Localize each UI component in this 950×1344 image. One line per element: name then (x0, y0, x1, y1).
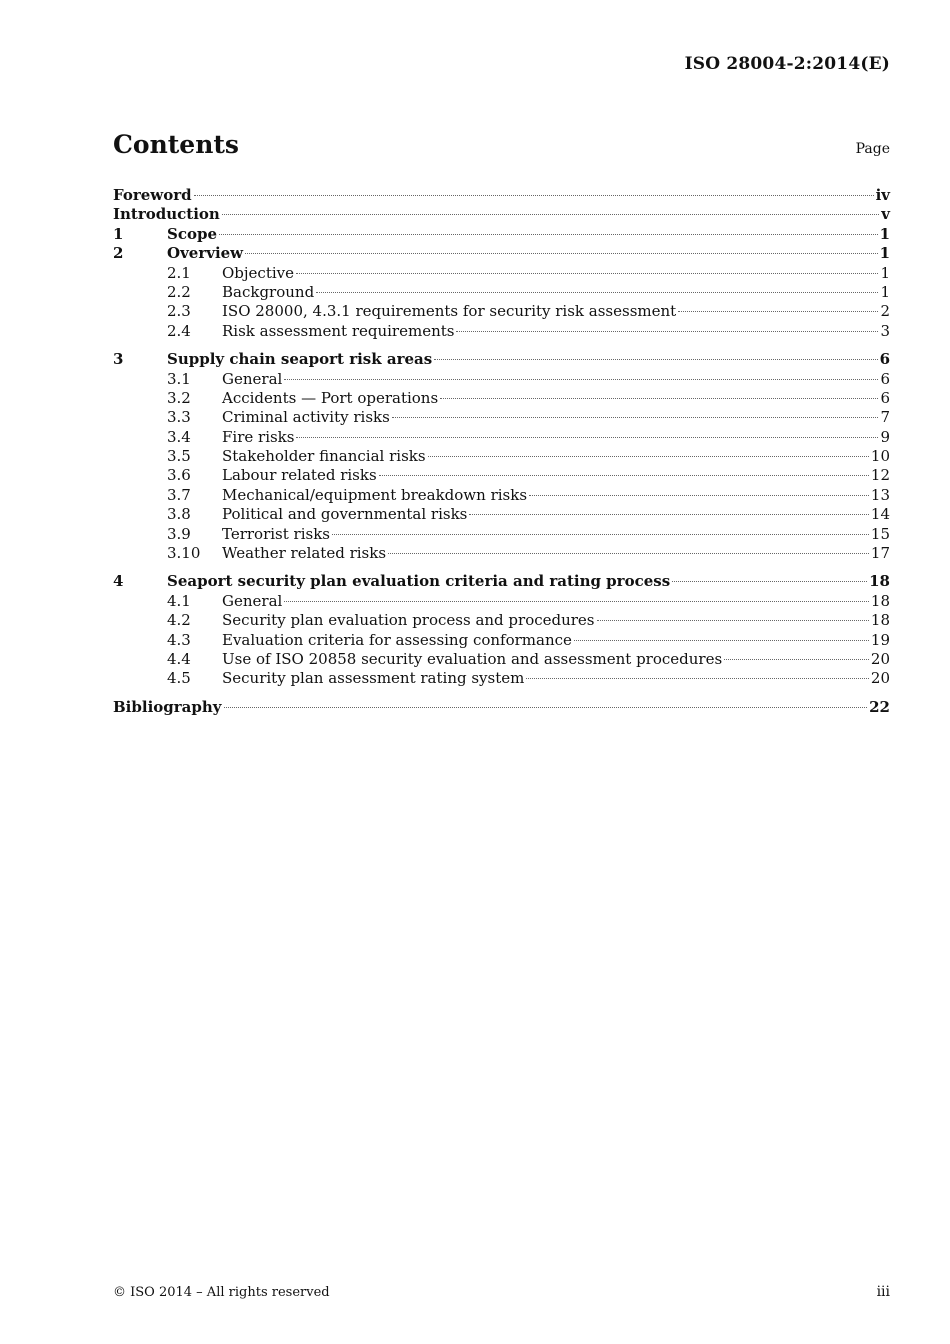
toc-entry-number: 3.7 (167, 485, 191, 504)
toc-entry-label: ISO 28000, 4.3.1 requirements for security risk assessment (222, 302, 677, 321)
toc-dot-leader (526, 678, 869, 679)
toc-entry-label: Security plan evaluation process and procedures (222, 611, 595, 630)
toc-entry-label: Seaport security plan evaluation criteria and rating process (167, 572, 671, 591)
toc-entry-label: Terrorist risks (222, 524, 331, 543)
page-footer (113, 1284, 890, 1300)
page-title: Contents (113, 130, 240, 159)
toc-entry-page: 20 (870, 669, 890, 688)
toc-dot-leader (428, 456, 869, 457)
toc-entry-page: 7 (880, 408, 890, 427)
toc-entry-page: 22 (869, 697, 890, 716)
toc-entry[interactable] (113, 370, 890, 389)
toc-entry[interactable] (113, 205, 890, 224)
toc-entry[interactable] (113, 486, 890, 505)
toc-dot-leader (245, 253, 877, 254)
toc-dot-leader (296, 273, 878, 274)
toc-dot-leader (296, 437, 878, 438)
toc-entry-page: 18 (870, 591, 890, 610)
document-id: ISO 28004-2:2014(E) (684, 54, 890, 74)
toc-entry-number: 3.4 (167, 427, 191, 446)
toc-entry-number: 2.1 (167, 263, 191, 282)
toc-dot-leader (456, 331, 878, 332)
toc-entry-label: Bibliography (113, 697, 222, 716)
toc-dot-leader (469, 514, 869, 515)
toc-entry-page: 1 (879, 224, 890, 243)
toc-entry-page: 3 (880, 321, 890, 340)
toc-entry-number: 3.6 (167, 466, 191, 485)
toc-entry[interactable] (113, 505, 890, 524)
toc-entry-page: 1 (880, 263, 890, 282)
toc-entry[interactable] (113, 592, 890, 611)
toc-entry-number: 3.9 (167, 524, 191, 543)
toc-entry[interactable] (113, 322, 890, 341)
toc-dot-leader (574, 640, 869, 641)
toc-entry-page: 12 (870, 466, 890, 485)
toc-dot-leader (316, 292, 878, 293)
toc-dot-leader (284, 601, 869, 602)
toc-entry-page: 6 (880, 388, 890, 407)
toc-entry-number: 3 (113, 350, 124, 369)
toc-entry[interactable] (113, 244, 890, 263)
toc-entry-label: General (222, 369, 283, 388)
toc-entry-label: Evaluation criteria for assessing conformance (222, 630, 572, 649)
toc-entry[interactable] (113, 650, 890, 669)
toc-entry-number: 2.4 (167, 321, 191, 340)
toc-dot-leader (678, 311, 878, 312)
toc-entry-page: 10 (870, 447, 890, 466)
toc-entry-number: 3.8 (167, 505, 191, 524)
toc-entry-page: 9 (880, 427, 890, 446)
toc-entry-label: Scope (167, 224, 218, 243)
toc-entry-number: 3.1 (167, 369, 191, 388)
toc-entry-number: 3.10 (167, 544, 201, 563)
toc-entry-page: 14 (870, 505, 890, 524)
toc-entry[interactable] (113, 447, 890, 466)
toc-entry-number: 3.5 (167, 447, 191, 466)
toc-dot-leader (724, 659, 869, 660)
toc-entry-label: Foreword (113, 186, 192, 204)
toc-entry[interactable] (113, 525, 890, 544)
toc-dot-leader (440, 398, 878, 399)
toc-entry[interactable] (113, 428, 890, 447)
toc-dot-leader (379, 475, 869, 476)
toc-entry-number: 3.3 (167, 408, 191, 427)
toc-entry[interactable] (113, 669, 890, 688)
toc-dot-leader (388, 553, 869, 554)
toc-entry-label: Political and governmental risks (222, 505, 468, 524)
toc-entry[interactable] (113, 611, 890, 630)
toc-entry[interactable] (113, 186, 890, 205)
toc-entry-number: 4.5 (167, 669, 191, 688)
toc-entry-number: 1 (113, 224, 124, 243)
toc-dot-leader (224, 707, 868, 708)
toc-entry-page: 15 (870, 524, 890, 543)
toc-entry-page: iv (875, 186, 890, 204)
toc-entry-page: 20 (870, 649, 890, 668)
toc-dot-leader (219, 234, 878, 235)
toc-entry[interactable] (113, 631, 890, 650)
toc-entry-label: Security plan assessment rating system (222, 669, 525, 688)
toc-entry-label: Overview (167, 244, 244, 263)
toc-dot-leader (284, 379, 878, 380)
copyright-notice: © ISO 2014 – All rights reserved (113, 1285, 330, 1300)
toc-entry[interactable] (113, 283, 890, 302)
toc-dot-leader (434, 359, 877, 360)
toc-entry-number: 4.4 (167, 649, 191, 668)
toc-entry-number: 4 (113, 572, 124, 591)
page-column-label: Page (855, 141, 890, 157)
toc-entry[interactable] (113, 225, 890, 244)
toc-entry-number: 3.2 (167, 388, 191, 407)
toc-entry-label: Use of ISO 20858 security evaluation and assessment procedures (222, 649, 723, 668)
toc-entry-number: 4.1 (167, 591, 191, 610)
toc-entry[interactable] (113, 389, 890, 408)
toc-entry-page: 17 (870, 544, 890, 563)
toc-entry-number: 2 (113, 244, 124, 263)
toc-entry-number: 4.2 (167, 611, 191, 630)
toc-entry-label: Stakeholder financial risks (222, 447, 426, 466)
toc-dot-leader (194, 195, 874, 196)
toc-entry[interactable] (113, 544, 890, 563)
toc-entry-label: Fire risks (222, 427, 295, 446)
toc-entry-page: 18 (870, 611, 890, 630)
toc-entry-page: 13 (870, 485, 890, 504)
toc-entry-number: 2.2 (167, 282, 191, 301)
toc-entry-label: Risk assessment requirements (222, 321, 455, 340)
toc-entry-label: Accidents — Port operations (222, 388, 439, 407)
toc-entry[interactable] (113, 350, 890, 369)
toc-entry[interactable] (113, 302, 890, 321)
toc-entry-label: Introduction (113, 205, 220, 224)
toc-entry-label: Criminal activity risks (222, 408, 390, 427)
page-number: iii (876, 1284, 890, 1300)
toc-entry-page: 6 (879, 350, 890, 369)
toc-entry-page: 1 (880, 282, 890, 301)
toc-dot-leader (672, 581, 867, 582)
toc-entry-label: Weather related risks (222, 544, 387, 563)
toc-dot-leader (332, 534, 869, 535)
toc-entry[interactable] (113, 698, 890, 717)
toc-dot-leader (222, 214, 879, 215)
toc-dot-leader (529, 495, 869, 496)
toc-entry-label: Background (222, 282, 315, 301)
toc-entry-label: General (222, 591, 283, 610)
toc-entry-page: 19 (870, 630, 890, 649)
toc-entry-page: 1 (879, 244, 890, 263)
toc-entry-page: 18 (869, 572, 890, 591)
toc-entry-page: v (881, 205, 890, 224)
toc-entry-page: 2 (880, 302, 890, 321)
toc-entry[interactable] (113, 408, 890, 427)
toc-entry-label: Labour related risks (222, 466, 377, 485)
toc-entry-number: 2.3 (167, 302, 191, 321)
toc-entry[interactable] (113, 466, 890, 485)
contents-heading (113, 130, 890, 159)
toc-entry-label: Objective (222, 263, 295, 282)
toc-entry-page: 6 (880, 369, 890, 388)
toc-entry-label: Supply chain seaport risk areas (167, 350, 433, 369)
toc-entry-number: 4.3 (167, 630, 191, 649)
toc-entry[interactable] (113, 572, 890, 591)
table-of-contents (113, 186, 890, 717)
toc-dot-leader (597, 620, 869, 621)
toc-dot-leader (392, 417, 879, 418)
toc-entry[interactable] (113, 264, 890, 283)
toc-entry-label: Mechanical/equipment breakdown risks (222, 485, 528, 504)
